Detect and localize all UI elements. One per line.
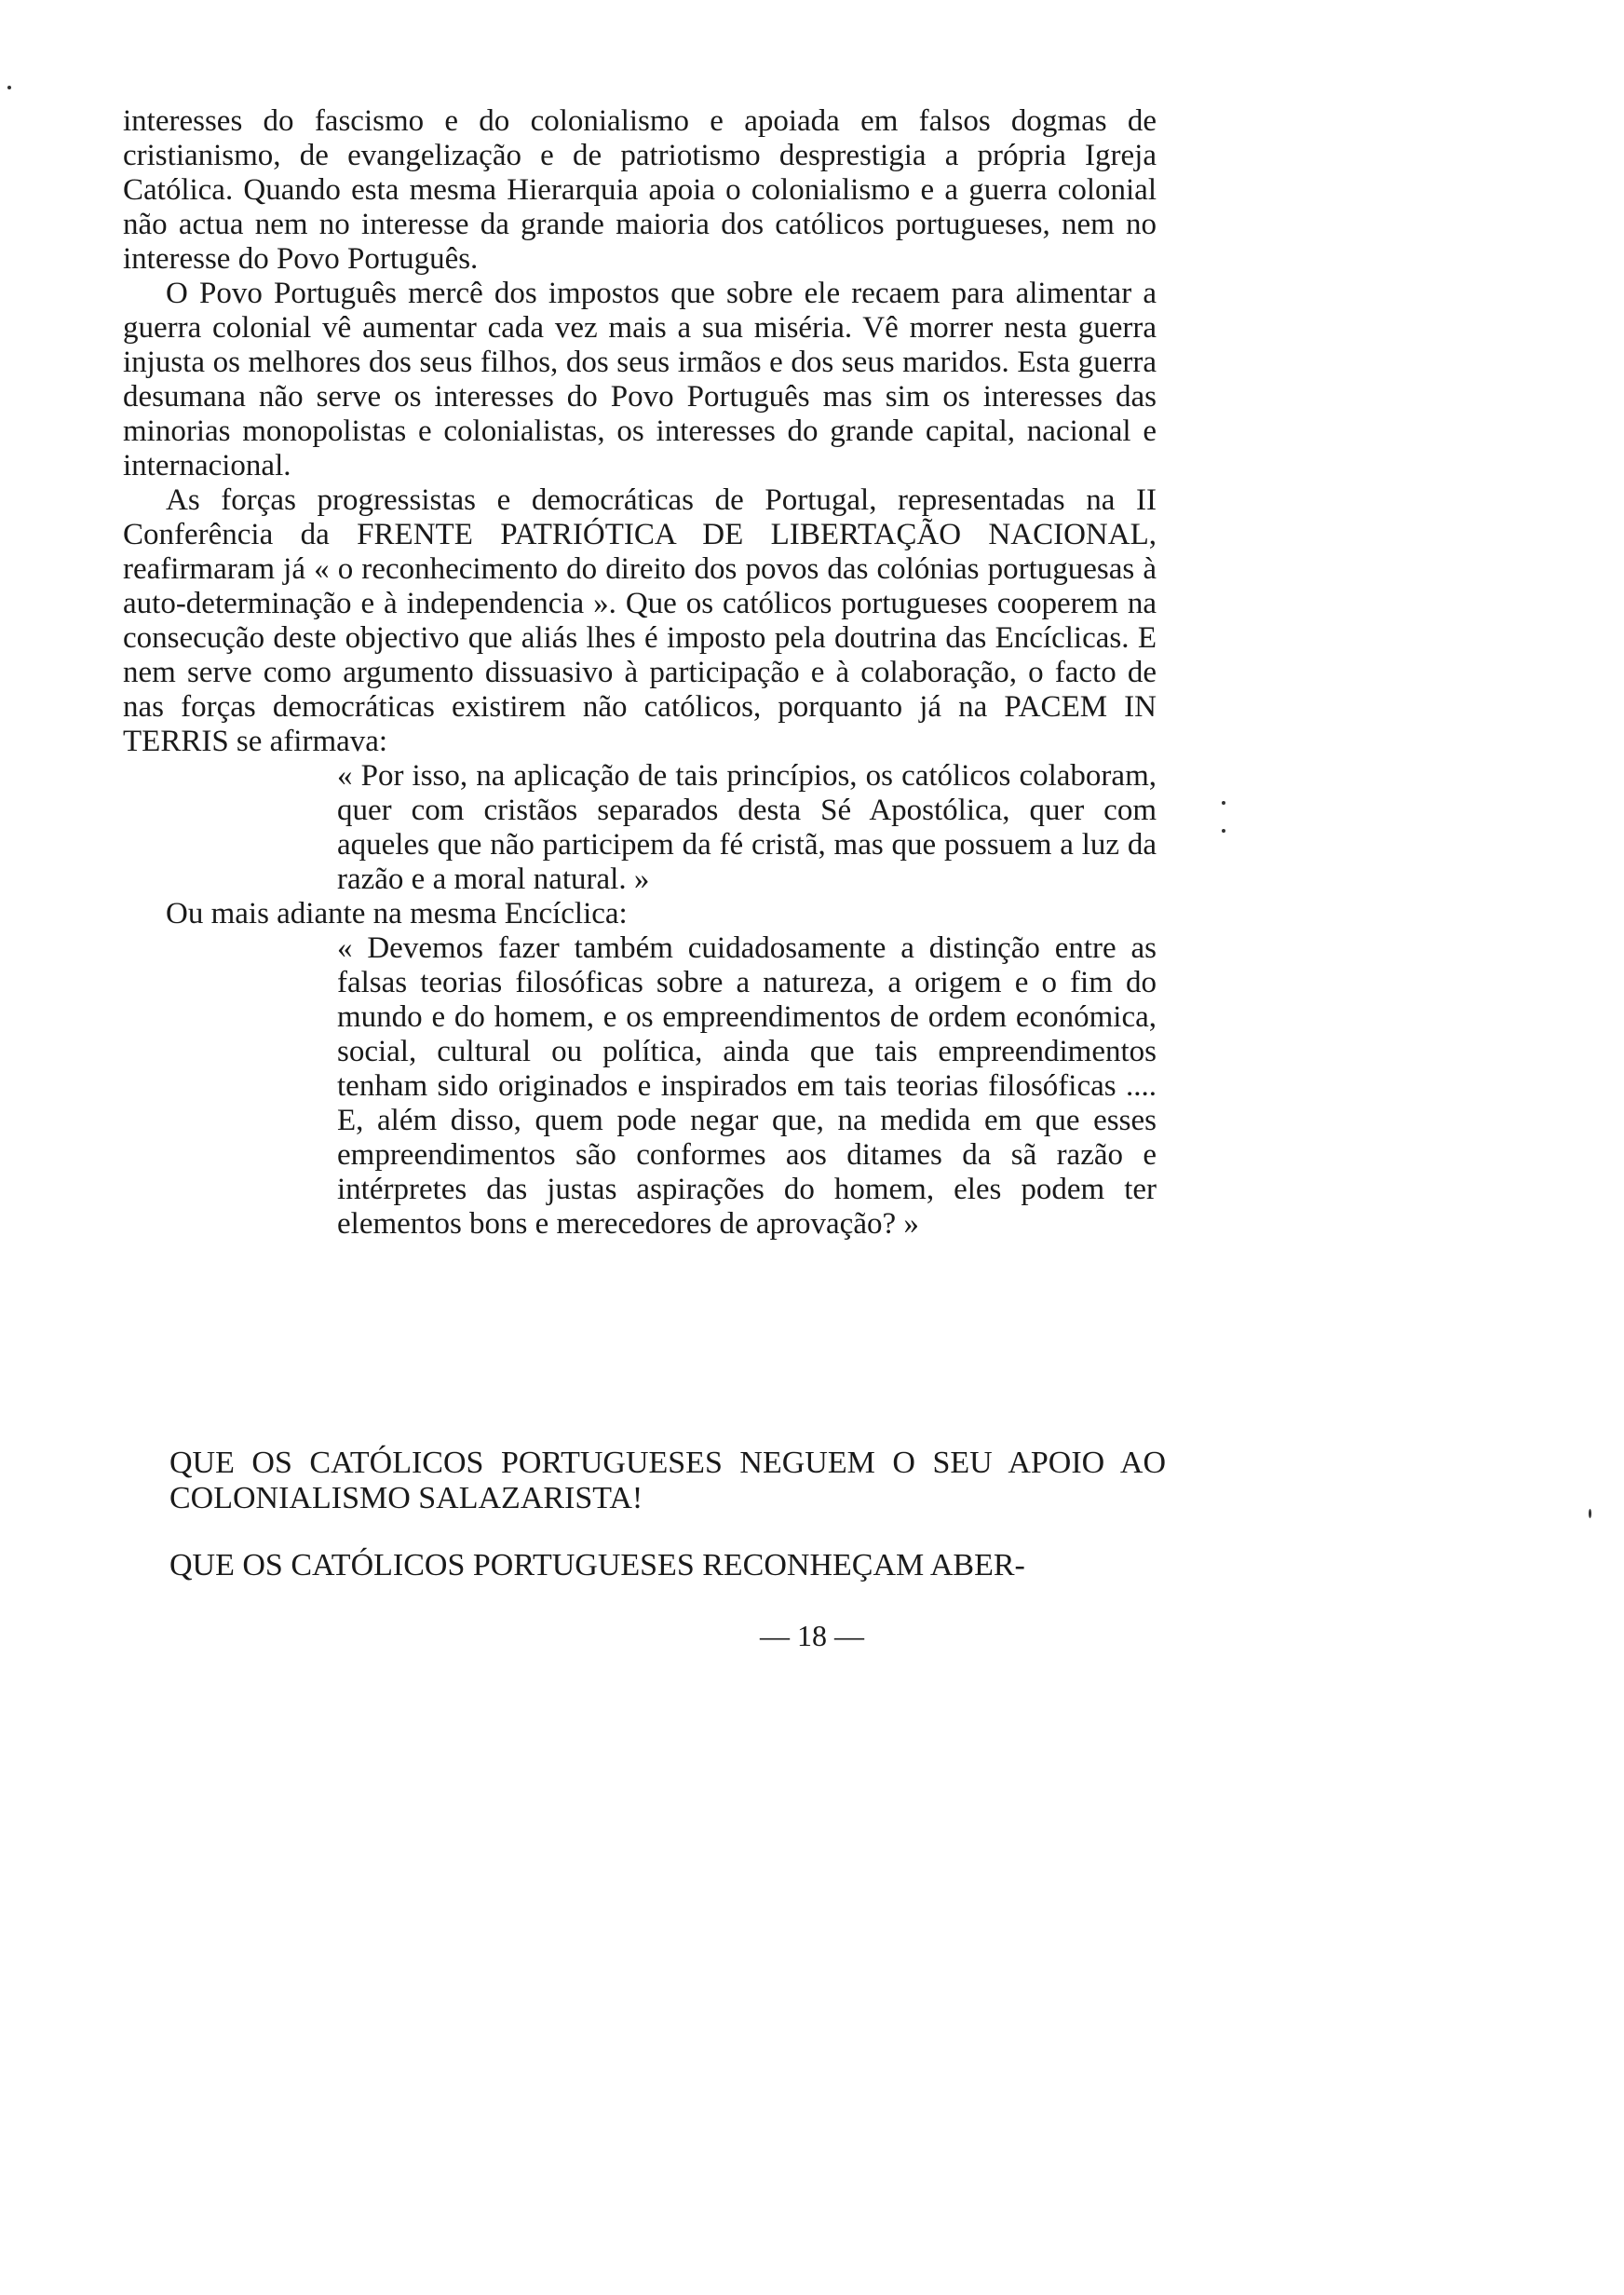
- slogan-recognize: QUE OS CATÓLICOS PORTUGUESES RECONHEÇAM ABER-: [169, 1548, 1025, 1582]
- paragraph-1: interesses do fascismo e do colonialismo e apoiada em falsos dogmas de cristianismo, de evangelização e de patriotismo desprestigia a própria Igreja Católica. Quando esta mesma Hierarquia apoia o colonialismo e a guerra colonial não actua nem no interesse da grande maioria dos católicos portugueses, nem no interesse do Povo Português.: [123, 104, 1157, 276]
- paragraph-3: As forças progressistas e democráticas de Portugal, representadas na II Conferência da FRENTE PATRIÓTICA DE LIBERTAÇÃO NACIONAL, reafirmaram já « o reconhecimento do direito dos povos das colónias portuguesas à auto-determinação e à independencia ». Que os católicos portugueses cooperem na consecução deste objectivo que aliás lhes é imposto pela doutrina das Encíclicas. E nem serve como argumento dissuasivo à participação e à colaboração, o facto de nas forças democráticas existirem não católicos, porquanto já na PACEM IN TERRIS se afirmava:: [123, 483, 1157, 758]
- quote-pacem-in-terris-1: « Por isso, na aplicação de tais princípios, os católicos colaboram, quer com cristãos separados desta Sé Apostólica, quer com aqueles que não participem da fé cristã, mas que possuem a luz da razão e a moral natural. »: [337, 759, 1157, 896]
- transition-text: Ou mais adiante na mesma Encíclica:: [166, 897, 628, 930]
- paragraph-2: O Povo Português mercê dos impostos que sobre ele recaem para alimentar a guerra colonial vê aumentar cada vez mais a sua miséria. Vê morrer nesta guerra injusta os melhores dos seus filhos, dos seus irmãos e dos seus maridos. Esta guerra desumana não serve os interesses do Povo Português mas sim os interesses das minorias monopolistas e colonialistas, os interesses do grande capital, nacional e internacional.: [123, 277, 1157, 482]
- slogan-deny-support: QUE OS CATÓLICOS PORTUGUESES NEGUEM O SEU APOIO AO COLONIALISMO SALAZARISTA!: [169, 1446, 1166, 1515]
- scan-speck: [1222, 801, 1225, 805]
- scan-speck: [1222, 829, 1225, 833]
- quote-pacem-in-terris-2: « Devemos fazer também cuidadosamente a distinção entre as falsas teorias filosóficas sobre a natureza, a origem e o fim do mundo e do homem, e os empreendimentos de ordem económica, social, cultural ou política, ainda que tais empreendimentos tenham sido originados e inspirados em tais teorias filosóficas .... E, além disso, quem pode negar que, na medida em que esses empreendimentos são conformes aos ditames da sã razão e intérpretes das justas aspirações do homem, eles podem ter elementos bons e merecedores de aprovação? »: [337, 931, 1157, 1241]
- scan-speck: [7, 86, 11, 89]
- scan-speck: [1589, 1509, 1591, 1518]
- page-number: — 18 —: [760, 1619, 864, 1652]
- body-text: [123, 104, 1157, 1242]
